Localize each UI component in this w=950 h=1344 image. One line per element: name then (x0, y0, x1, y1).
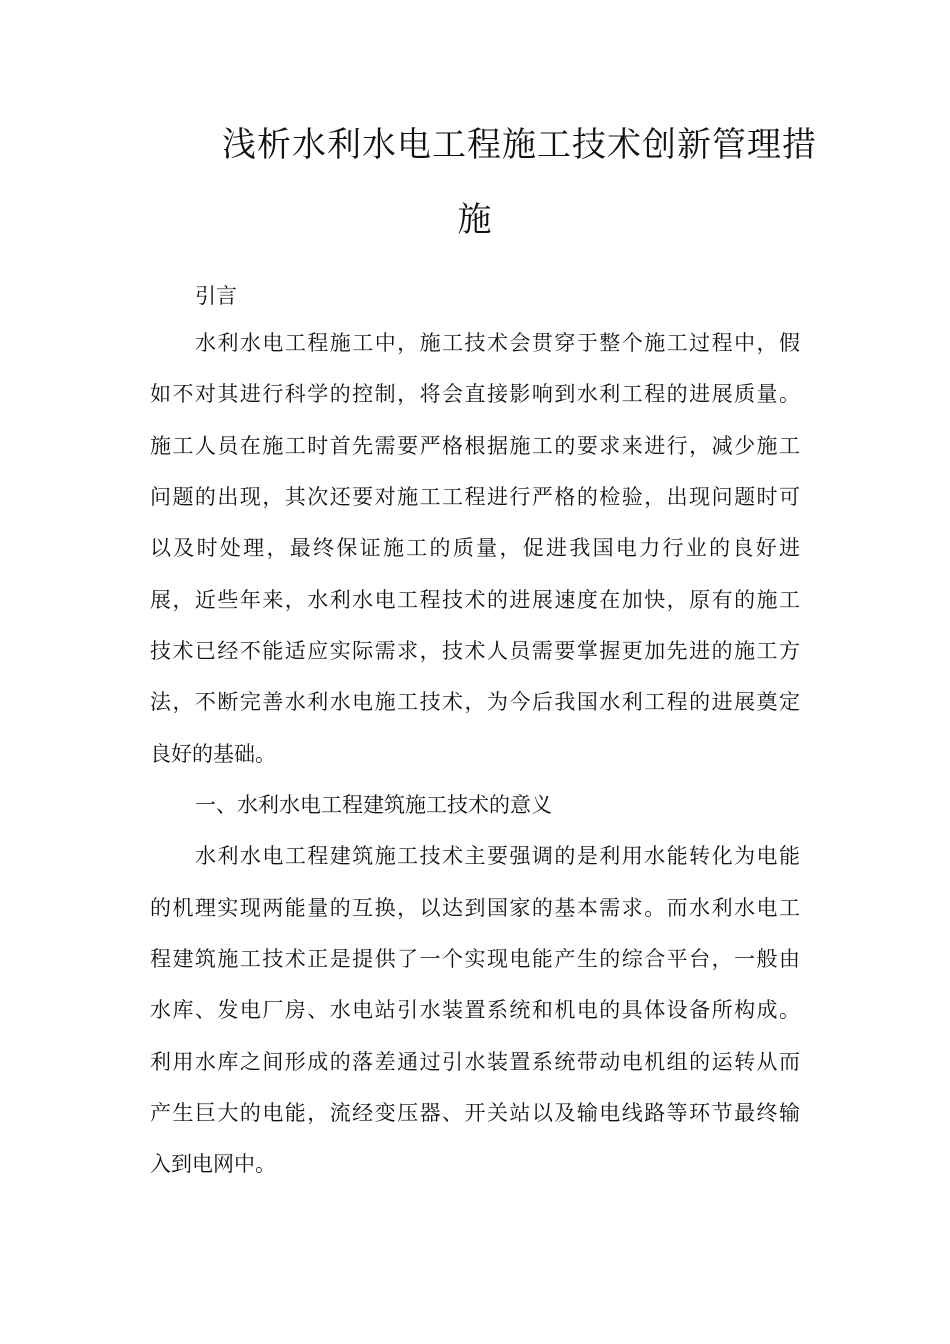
section-1-paragraph-line: 利用水库之间形成的落差通过引水装置系统带动电机组的运转从而 (150, 1050, 800, 1074)
intro-paragraph-line: 如不对其进行科学的控制，将会直接影响到水利工程的进展质量。 (150, 382, 800, 406)
intro-paragraph-line: 施工人员在施工时首先需要严格根据施工的要求来进行，减少施工 (150, 434, 800, 458)
intro-paragraph-line: 水利水电工程施工中，施工技术会贯穿于整个施工过程中，假 (195, 331, 800, 355)
section-1-heading: 一、水利水电工程建筑施工技术的意义 (195, 793, 552, 817)
intro-paragraph-line: 问题的出现，其次还要对施工工程进行严格的检验，出现问题时可 (150, 485, 800, 509)
document-title-line-2: 施 (457, 200, 493, 240)
intro-paragraph-line: 技术已经不能适应实际需求，技术人员需要掌握更加先进的施工方 (150, 639, 800, 663)
intro-paragraph-line: 以及时处理，最终保证施工的质量，促进我国电力行业的良好进 (150, 536, 800, 560)
section-1-paragraph-line: 产生巨大的电能，流经变压器、开关站以及输电线路等环节最终输 (150, 1101, 800, 1125)
section-1-paragraph-line: 水库、发电厂房、水电站引水装置系统和机电的具体设备所构成。 (150, 998, 800, 1022)
intro-heading: 引言 (195, 284, 237, 308)
section-1-paragraph-line: 程建筑施工技术正是提供了一个实现电能产生的综合平台，一般由 (150, 947, 800, 971)
intro-paragraph-line: 良好的基础。 (150, 742, 276, 766)
section-1-paragraph-line: 的机理实现两能量的互换，以达到国家的基本需求。而水利水电工 (150, 896, 800, 920)
document-title-line-1: 浅析水利水电工程施工技术创新管理措 (222, 125, 817, 165)
intro-paragraph-line: 法，不断完善水利水电施工技术，为今后我国水利工程的进展奠定 (150, 690, 800, 714)
section-1-paragraph-line: 水利水电工程建筑施工技术主要强调的是利用水能转化为电能 (195, 844, 800, 868)
section-1-paragraph-line: 入到电网中。 (150, 1152, 276, 1176)
intro-paragraph-line: 展，近些年来，水利水电工程技术的进展速度在加快，原有的施工 (150, 588, 800, 612)
